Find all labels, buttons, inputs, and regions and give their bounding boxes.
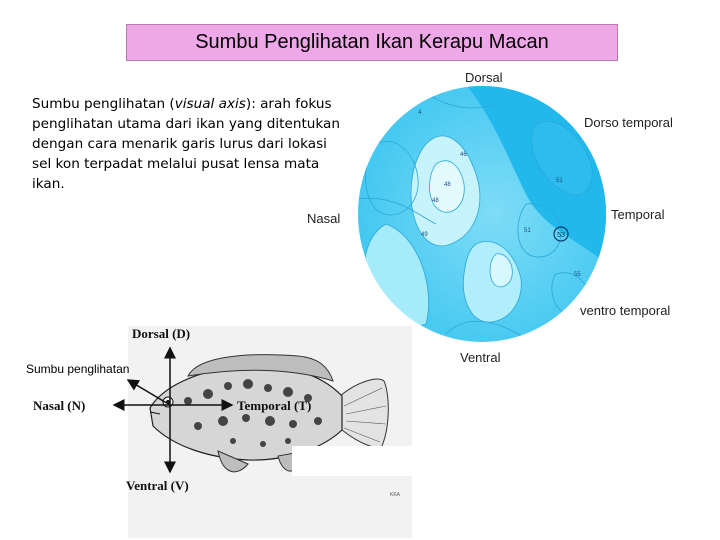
peak-value: 53 — [557, 232, 565, 239]
description-term-italic: visual axis — [174, 96, 246, 112]
contour-value: 48 — [432, 198, 439, 204]
label-nasal: Nasal — [307, 211, 341, 226]
description-rest: ): arah fokus penglihatan utama dari ikan yang ditentukan dengan cara menarik garis lurus dari lokasi sel kon terpadat melalui pusat lensa mata ikan. — [32, 96, 341, 192]
slide-title: Sumbu Penglihatan Ikan Kerapu Macan — [126, 24, 618, 61]
label-dorsal: Dorsal — [465, 70, 503, 85]
fish-label-nasal: Nasal (N) — [33, 398, 86, 413]
retina-density-map — [356, 84, 608, 344]
description-text — [32, 94, 342, 194]
fish-illustration — [128, 326, 412, 538]
contour-value: 51 — [556, 178, 563, 184]
label-dorso-temporal: Dorso temporal — [584, 115, 673, 130]
image-credit: KKA — [390, 492, 401, 498]
fish-label-temporal: Temporal (T) — [237, 398, 312, 413]
fish-tail — [340, 379, 388, 447]
visual-axis-label: Sumbu penglihatan — [26, 362, 130, 376]
contour-value: 46 — [460, 152, 467, 158]
fish-panel-notch — [292, 446, 416, 476]
contour-value: 51 — [524, 228, 531, 234]
fish-diagram — [128, 326, 412, 538]
contour-value: 4 — [418, 110, 422, 116]
retina-map-svg — [356, 84, 608, 344]
label-ventral: Ventral — [460, 350, 501, 365]
label-ventro-temporal: ventro temporal — [580, 303, 671, 318]
fish-label-dorsal: Dorsal (D) — [132, 326, 191, 341]
contour-value: 55 — [574, 272, 581, 278]
label-temporal: Temporal — [611, 207, 665, 222]
contour-value: 49 — [421, 232, 428, 238]
fish-label-ventral: Ventral (V) — [126, 478, 189, 493]
description-term: Sumbu penglihatan ( — [32, 96, 175, 112]
contour-value: 48 — [444, 182, 451, 188]
